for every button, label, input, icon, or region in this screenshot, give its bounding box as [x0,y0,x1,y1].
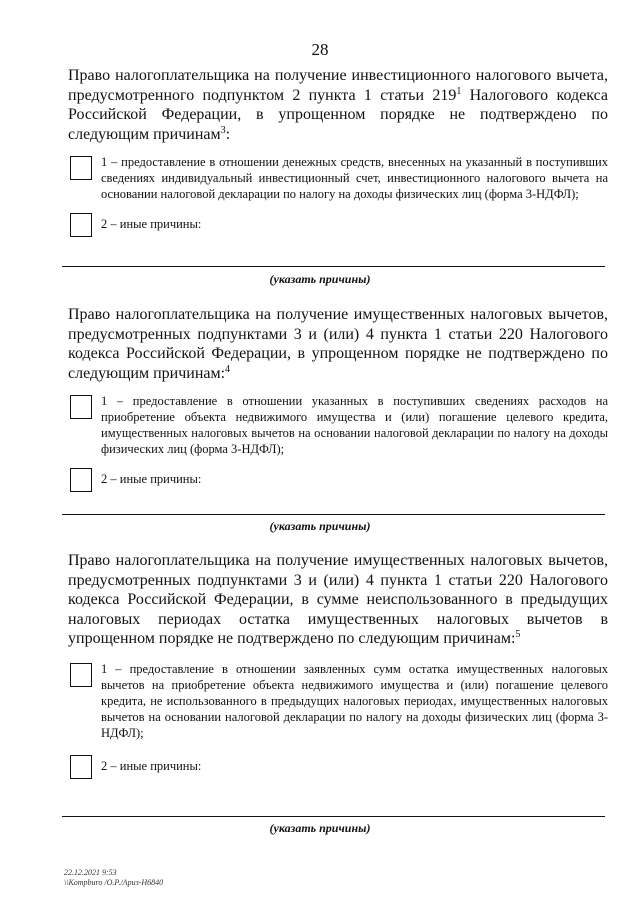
option-1-text: 1 – предоставление в отношении денежных средств, внесенных на указанный в поступивших сведениях индивидуальный инвестиционный счет, инвестиционного налогового вычета на основании налоговой декларации по налогу на доходы физических лиц (форма 3-НДФЛ); [101,155,608,201]
option-2-text: 2 – иные причины: [101,217,202,231]
option-2-text: 2 – иные причины: [101,472,202,486]
option-2-checkbox[interactable] [70,468,92,492]
footer-path: \\Kompburo /О.Р./Ариз-Н6840 [64,878,164,887]
section-paragraph: Право налогоплательщика на получение инвестиционного налогового вычета, предусмотренного подпунктом 2 пункта 1 статьи $219^1$ Налогового кодекса Российской Федерации, в упрощенном порядке не подтверждено по следующим причинам$^3$: [68,67,608,143]
superscript: 1 [456,85,462,97]
option-1 [68,154,608,202]
option-1-text: 1 – предоставление в отношении указанных в поступивших сведениях расходов на приобретение объекта недвижимого имущества и (или) погашение целевого кредита, имущественных налоговых вычетов на основании налоговой декларации по налогу на доходы физических лиц (форма 3-НДФЛ); [101,394,608,456]
option-2 [68,211,608,232]
footer-date: 22.12.2021 9:53 [64,868,117,877]
footnote-marker: 4 [225,363,231,375]
section-property-deduction [68,305,608,487]
section-property-deduction-remainder [68,551,608,774]
option-1-text: 1 – предоставление в отношении заявленных сумм остатка имущественных налоговых вычетов на приобретение объекта недвижимого имущества и (или) погашение целевого кредита, не использованного в предыдущих налоговых периодах, имущественных налоговых вычетов на основании налоговой декларации по налогу на доходы физических лиц (форма 3-НДФЛ); [101,661,608,740]
footer-stamp [64,868,163,888]
option-2-text: 2 – иные причины: [101,758,202,773]
section-paragraph: Право налогоплательщика на получение имущественных налоговых вычетов, предусмотренных подпунктами 3 и (или) 4 пункта 1 статьи 220 Налогового кодекса Российской Федерации, в упрощенном порядке не подтверждено по следующим причинам:$^4$ [68,306,608,382]
footnote-marker: 3 [220,124,226,136]
reason-hint: (указать причины) [269,821,371,835]
option-1-checkbox[interactable] [70,395,92,419]
section-investment-deduction [68,66,608,232]
option-1 [68,661,608,741]
reason-line[interactable] [62,266,605,267]
option-2 [68,466,608,487]
footnote-marker: 5 [515,629,521,640]
reason-line[interactable] [62,816,605,817]
option-1-checkbox[interactable] [70,663,92,687]
option-2 [68,753,608,774]
page-number: 28 [311,40,329,59]
option-1-checkbox[interactable] [70,156,92,180]
option-2-checkbox[interactable] [70,755,92,779]
reason-line[interactable] [62,514,605,515]
reason-hint: (указать причины) [269,272,371,286]
reason-hint: (указать причины) [269,519,371,533]
option-1 [68,393,608,457]
option-2-checkbox[interactable] [70,213,92,237]
section-paragraph: Право налогоплательщика на получение имущественных налоговых вычетов, предусмотренных подпунктами 3 и (или) 4 пункта 1 статьи 220 Налогового кодекса Российской Федерации, в сумме неиспользованного в предыдущих налоговых периодах остатка имущественных налоговых вычетов в упрощенном порядке не подтверждено по следующим причинам:$^5$ [68,552,608,647]
